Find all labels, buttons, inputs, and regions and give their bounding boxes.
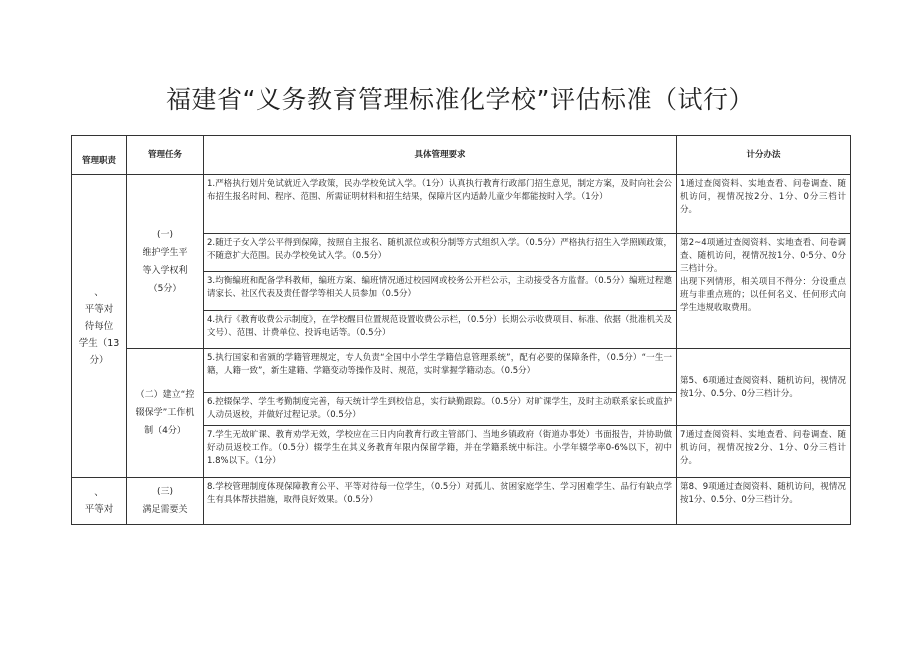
requirement-2: 2.随迁子女入学公平得到保障，按照自主报名、随机派位或积分制等方式组织入学。（0.5分）严格执行招生入学照顾政策，不随意扩大范围。民办学校免试入学。（0.5分） [204, 234, 677, 272]
task-cell-1 [127, 175, 204, 349]
requirement-8: 8.学校管理制度体现保障教育公平、平等对待每一位学生，（0.5分）对孤儿、贫困家庭学生、学习困难学生、品行有缺点学生有具体帮扶措施，取得良好效果。（0.5分） [204, 478, 677, 525]
scoring-text: 出现下列情形，相关项目不得分：分设重点班与非重点班的；以任何名义、任何形式向学生违规收取费用。 [680, 277, 846, 313]
task-text: 满足需要关 [142, 505, 188, 515]
task-text: 制（4分） [144, 426, 186, 436]
scoring-text: 第2~4项通过查阅资料、实地查看、问卷调查、随机访问，视情况按1分、0·5分、0分三档计分。 [680, 238, 846, 274]
scoring-3: 第5、6项通过查阅资料、随机访问，视情况按1分、0.5分、0分三档计分。 [677, 349, 851, 426]
duty-cell-2 [72, 478, 127, 525]
evaluation-standard-table [71, 135, 851, 525]
task-text: （二）建立“控 [135, 390, 195, 400]
task-text: 维护学生平 [142, 247, 188, 258]
duty-text: 、 [94, 487, 104, 498]
duty-text: 、 [94, 286, 104, 298]
header-row [72, 136, 851, 175]
table-row [72, 349, 851, 393]
header-requirement: 具体管理要求 [204, 136, 677, 175]
header-scoring: 计分办法 [677, 136, 851, 175]
scoring-1: 1通过查阅资料、实地查看、问卷调查、随机访问，视情况按2分、1分、0分三档计分。 [677, 175, 851, 234]
requirement-6: 6.控辍保学、学生考勤制度完善，每天统计学生到校信息，实行缺勤跟踪。（0.5分）对旷课学生，及时主动联系家长或监护人动员返校，并做好过程记录。（0.5分） [204, 393, 677, 426]
duty-text: 平等对 [84, 303, 114, 315]
table-row [72, 478, 851, 525]
requirement-3: 3.均衡编班和配备学科教师，编班方案、编班情况通过校园网或校务公开栏公示，主动接受各方监督。（0.5分）编班过程邀请家长、社区代表及责任督学等相关人员参加（0.5分） [204, 272, 677, 311]
task-text: (一) [156, 229, 174, 240]
scoring-5: 第8、9项通过查阅资料、随机访问，视情况按1分、0.5分、0分三档计分。 [677, 478, 851, 525]
requirement-4: 4.执行《教育收费公示制度》，在学校醒目位置规范设置收费公示栏，（0.5分）长期公示收费项目、标准、依据（批准机关及文号）、范围、计费单位、投诉电话等。（0.5分） [204, 311, 677, 349]
requirement-7: 7.学生无故旷课、教育劝学无效，学校应在三日内向教育行政主管部门、当地乡镇政府（街道办事处）书面报告，并协助做好动员返校工作。（0.5分）辍学生在其义务教育年限内保留学籍，并在学籍系统中标注。小学年辍学率0-6%以下，初中1.8%以下。（1分） [204, 426, 677, 478]
table-row [72, 175, 851, 234]
duty-text: 学生（13 [78, 337, 120, 349]
task-cell-3 [127, 478, 204, 525]
duty-text: 分） [89, 354, 109, 366]
document-title: 福建省“义务教育管理标准化学校”评估标准（试行） [166, 85, 754, 114]
scoring-4: 7通过查阅资料、实地查看、问卷调查、随机访问，视情况按2分、1分、0分三档计分。 [677, 426, 851, 478]
task-text: （5分） [148, 283, 182, 294]
requirement-1: 1.严格执行划片免试就近入学政策，民办学校免试入学。（1分）认真执行教育行政部门招生意见，制定方案，及时向社会公布招生报名时间、程序、范围、所需证明材料和招生结果，保障片区内适龄儿童少年都能按时入学。（1分） [204, 175, 677, 234]
duty-text: 待每位 [84, 320, 114, 332]
header-duty: 管理职责 [72, 136, 127, 175]
requirement-5: 5.执行国家和省颁的学籍管理规定，专人负责“全国中小学生学籍信息管理系统”，配有必要的保障条件，（0.5分）“一生一籍，人籍一致”，新生建籍、学籍变动等操作及时、规范，实时掌握学籍动态。（0.5分） [204, 349, 677, 393]
task-text: 等入学权利 [142, 265, 188, 276]
scoring-2 [677, 234, 851, 349]
header-task: 管理任务 [127, 136, 204, 175]
duty-cell-1 [72, 175, 127, 478]
task-text: 辍保学”工作机 [135, 408, 195, 418]
task-text: (三) [156, 487, 174, 497]
duty-text: 平等对 [84, 504, 114, 515]
task-cell-2 [127, 349, 204, 478]
